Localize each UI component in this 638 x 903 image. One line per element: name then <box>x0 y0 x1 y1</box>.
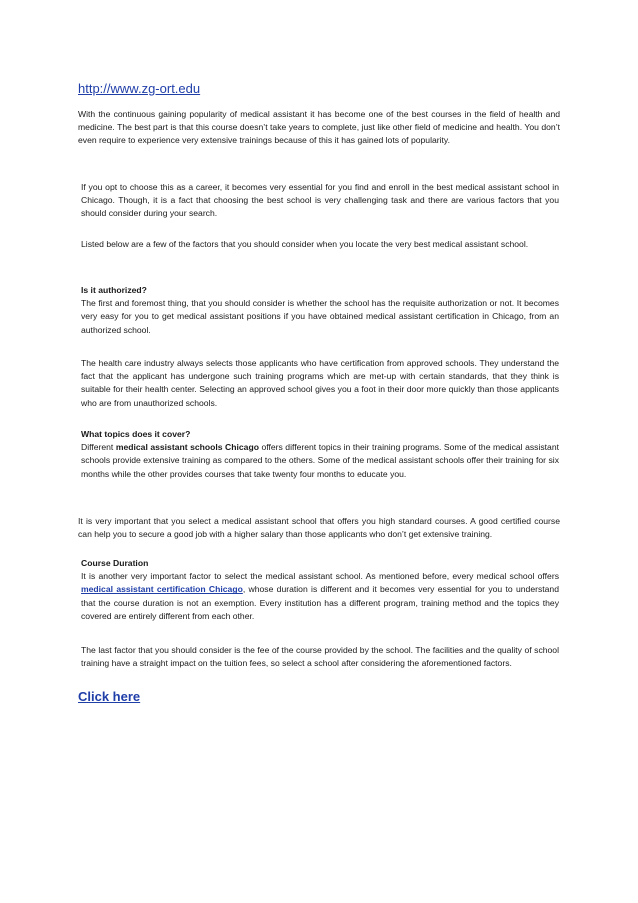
source-link[interactable]: http://www.zg-ort.edu <box>78 81 201 96</box>
last-factor-paragraph: The last factor that you should consider is the fee of the course provided by the school. The facilities and the quality of school training have a straight impact on the tuition fees, so select a school after considering the aforementioned factors. <box>81 645 559 669</box>
topics-rest: offers different topics in their training programs. Some of the medical assistant schools provide extensive training as compared to the others. Some of the medical assistant schools offer their training for six months while the other provides courses that take twenty four months to educate you. <box>81 442 559 479</box>
duration-prefix: It is another very important factor to select the medical assistant school. As mentioned before, every medical school offers <box>81 571 559 582</box>
topics-heading: What topics does it cover? <box>81 429 191 439</box>
authorized-paragraph: The first and foremost thing, that you should consider is whether the school has the requisite authorization or not. It becomes very easy for you to get medical assistant positions if you have obtained medical assistant certification in Chicago, from an authorized school. <box>81 298 559 335</box>
factors-intro-paragraph: Listed below are a few of the factors that you should consider when you locate the very best medical assistant school. <box>81 239 529 249</box>
topics-prefix: Different <box>81 442 116 453</box>
topics-keyword: medical assistant schools Chicago <box>115 442 259 453</box>
authorized-heading: Is it authorized? <box>81 285 147 295</box>
click-here-link[interactable]: Click here <box>78 689 141 704</box>
authorized-section <box>81 284 559 337</box>
health-care-paragraph: The health care industry always selects those applicants who have certification from approved schools. They understand the fact that the applicant has undergone such training programs which are met-up with certain standards, that they think is suitable for their health center. Selecting an approved school gives you a foot in their door more quickly than those applicants who are from unauthorized schools. <box>81 358 559 408</box>
intro-paragraph: With the continuous gaining popularity of medical assistant it has become one of the best courses in the field of health and medicine. The best part is that this course doesn’t take years to complete, just like other field of medicine and health. You don’t even require to experience very extensive trainings because of this it has gained lots of popularity. <box>78 109 560 146</box>
topics-section <box>81 428 559 481</box>
career-paragraph: If you opt to choose this as a career, it becomes very essential for you find and enroll in the best medical assistant school in Chicago. Though, it is a fact that choosing the best school is very challenging task and there are various factors that you should consider during your search. <box>81 182 559 219</box>
topics-paragraph <box>81 442 559 478</box>
high-standard-paragraph: It is very important that you select a medical assistant school that offers you high standard courses. A good certified course can help you to secure a good job with a higher salary than those applicants who don’t get extensive training. <box>78 516 560 540</box>
duration-rest: , whose duration is different and it becomes very essential for you to understand that the course duration is not an exemption. Every institution has a different program, training method and the topics they covered are entirely different from each other. <box>81 584 559 621</box>
duration-heading: Course Duration <box>81 558 149 568</box>
duration-paragraph <box>81 571 559 621</box>
certification-link[interactable]: medical assistant certification Chicago <box>81 584 243 595</box>
duration-section <box>81 557 559 623</box>
